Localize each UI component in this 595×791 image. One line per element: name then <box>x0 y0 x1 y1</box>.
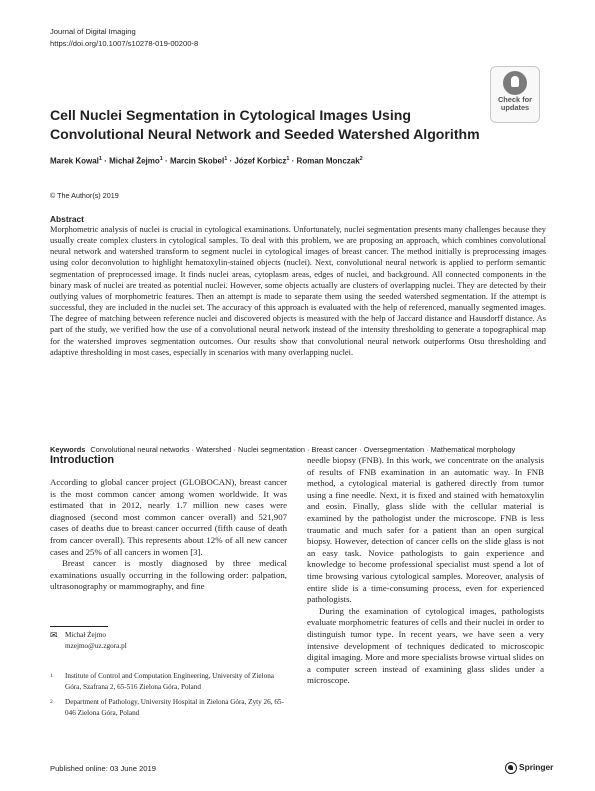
affiliation-text: Department of Pathology, University Hospital in Zielona Góra, Zyty 26, 65-046 Zielona Góra, Poland <box>65 698 284 717</box>
body-column-left <box>50 477 287 593</box>
author-name[interactable]: Michał Żejmo <box>109 156 160 166</box>
author-list <box>50 156 363 166</box>
author-affiliation-mark: 1 <box>98 156 102 162</box>
corresponding-author <box>65 630 127 652</box>
affiliation-footnote <box>50 671 290 693</box>
badge-line1: Check for <box>497 95 533 104</box>
doi-link[interactable]: https://doi.org/10.1007/s10278-019-00200-8 <box>50 38 199 48</box>
badge-line2: updates <box>500 102 530 112</box>
journal-header <box>50 26 198 49</box>
affiliation-text: Institute of Control and Computation Engineering, University of Zielona Góra, Szafrana 2, 65-516 Zielona Góra, Poland <box>65 672 274 691</box>
copyright-notice: © The Author(s) 2019 <box>50 191 119 200</box>
abstract-text: Morphometric analysis of nuclei is crucial in cytological examinations. Unfortunately, nuclei segmentation presents many challenges because they usually create complex clusters in cytological samples. To deal with this problem, we are proposing an approach, which combines convolutional neural network and watershed transform to segment nuclei in cytological images of breast cancer. The method initially is preprocessing images using color deconvolution to highlight hematoxylin-stained objects (nuclei). Next, convolutional neural network is applied to perform semantic segmentation of preprocessed image. It finds nuclei areas, cytoplasm areas, edges of nuclei, and background. All connected components in the binary mask of nuclei are treated as potential nuclei. However, some objects actually are clusters of overlapping nuclei. They are detected by their outlying values of morphometric features. Then an attempt is made to separate them using the seeded watershed segmentation. If the attempt is successful, they are included in the nuclei set. The accuracy of this approach is evaluated with the help of referenced, manually segmented images. The degree of matching between reference nuclei and discovered objects is measured with the help of Jaccard distance and Hausdorff distance. As part of the study, we verified how the use of a convolutional neural network instead of the intensity thresholding to generate a topographical map for the watershed improves segmentation outcomes. Our results show that convolutional neural network outperforms Otsu thresholding and adaptive thresholding in most cases, especially in scenarios with many overlapping nuclei. <box>50 225 546 357</box>
paragraph: needle biopsy (FNB). In this work, we concentrate on the analysis of results of FNB examination in an automatic way. In FNB method, a cytological material is gathered directly from tumor using a fine needle. Next, it is fixed and stained with hematoxylin and eosin. Finally, glass slide with the cellular material is examined by the pathologist under the microscope. FNB is less traumatic and much safer for a patient than an open surgical biopsy. However, detection of cancer cells on the slide glass is not an easy task. Novice pathologists to gain experience and knowledge to become professional specialist must spend a lot of time browsing various cytological samples. Moreover, analysis of entire slide is a time-consuming process, even for experienced pathologists. <box>307 455 544 605</box>
affiliation-footnote <box>50 697 290 719</box>
author-affiliation-mark: 2 <box>359 156 363 162</box>
author-name[interactable]: Marek Kowal <box>50 156 99 166</box>
author-name[interactable]: Marcin Skobel <box>169 156 225 166</box>
author-affiliation-mark: 1 <box>286 156 290 162</box>
publisher-name: Springer <box>519 762 554 773</box>
keywords-label: Keywords <box>50 445 86 454</box>
check-for-updates-badge[interactable] <box>490 66 540 123</box>
publisher-logo <box>505 762 553 774</box>
affiliation-number: 2 <box>50 699 53 705</box>
section-heading-introduction: Introduction <box>50 454 115 466</box>
author-separator: · <box>289 156 297 166</box>
keywords <box>50 444 546 455</box>
author-affiliation-mark: 1 <box>224 156 228 162</box>
footnote-divider <box>50 626 108 627</box>
article-title: Cell Nuclei Segmentation in Cytological Images Using Convolutional Neural Network and Seeded Watershed Algorithm <box>50 107 480 142</box>
abstract-heading: Abstract <box>50 214 84 224</box>
author-separator: · <box>101 156 110 166</box>
paragraph: According to global cancer project (GLOBOCAN), breast cancer is the most common cancer among women worldwide. It was estimated that in 2012, nearly 1.7 million new cases were diagnosed (second most common cancer overall) and 521,907 cases of deaths due to breast cancer occurred (fifth cause of death from cancer overall). This represents about 12% of all new cancer cases and 25% of all cancers in women [3]. <box>50 477 287 557</box>
author-affiliation-mark: 1 <box>159 156 163 162</box>
affiliation-number: 1 <box>50 673 53 679</box>
journal-name: Journal of Digital Imaging <box>50 27 136 36</box>
keywords-list: Convolutional neural networks · Watershed · Nuclei segmentation · Breast cancer · Oversegmentation · Mathematical morphology <box>90 445 516 454</box>
published-date: Published online: 03 June 2019 <box>50 764 156 773</box>
body-column-right <box>307 455 544 687</box>
envelope-icon: ✉ <box>50 630 58 640</box>
corresponding-author-name: Michał Żejmo <box>65 631 106 639</box>
author-separator: · <box>227 156 235 166</box>
bookmark-icon <box>503 71 527 95</box>
corresponding-author-email[interactable]: mzejmo@uz.zgora.pl <box>65 642 127 650</box>
author-separator: · <box>162 156 170 166</box>
paragraph: During the examination of cytological images, pathologists evaluate morphometric features of cells and their nuclei in order to distinguish tumor type. In recent years, we have seen a very intensive development of techniques dedicated to microscopic digital imaging. More and more specialists browse virtual slides on a computer screen instead of examining glass slides under a microscope. <box>307 605 544 686</box>
author-name[interactable]: Roman Monczak <box>296 156 360 166</box>
author-name[interactable]: Józef Korbicz <box>234 156 287 166</box>
springer-horse-icon <box>505 762 517 774</box>
paragraph: Breast cancer is mostly diagnosed by three medical examinations usually occurring in the following order: palpation, ultrasonography or mammography, and fine <box>50 558 287 592</box>
